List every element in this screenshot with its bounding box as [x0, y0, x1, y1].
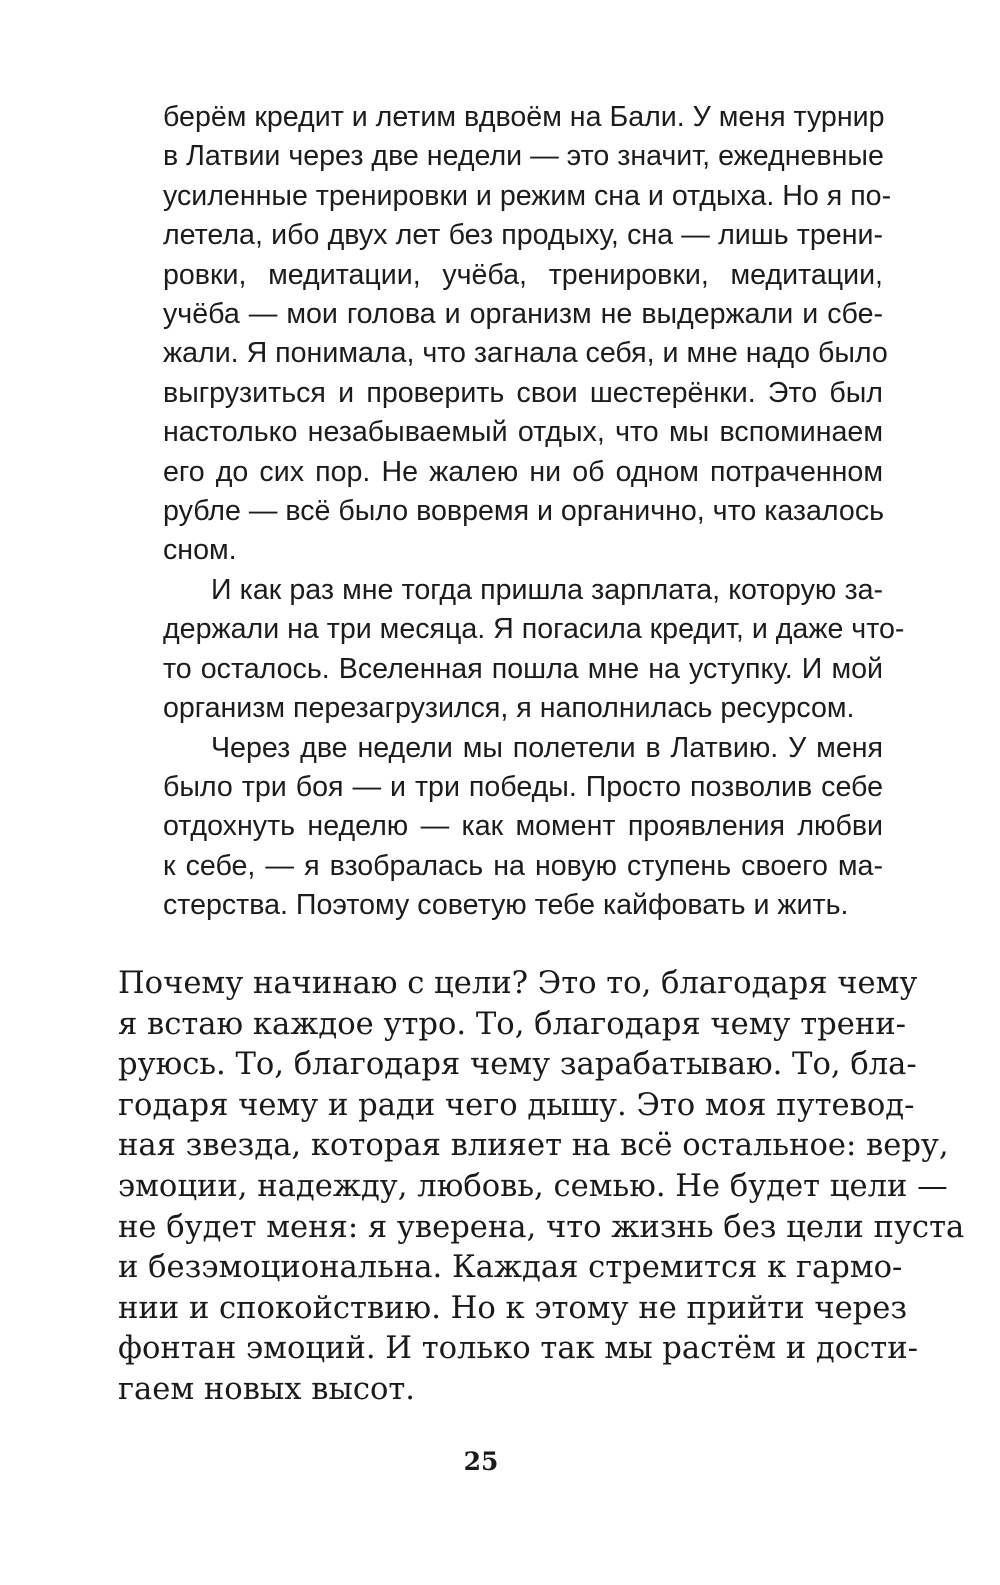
quote-line: учёба — мои голова и организм не выдержали и сбе-	[163, 298, 883, 331]
quote-line: летела, ибо двух лет без продыху, сна — лишь трени-	[163, 219, 883, 252]
quote-paragraph-start: Через две недели мы полетели в Латвию. У меня	[211, 731, 883, 764]
quote-line: в Латвии через две недели — это значит, ежедневные	[163, 140, 884, 173]
main-line: нии и спокойствию. Но к этому не прийти через	[118, 1290, 908, 1326]
quote-paragraph-start: И как раз мне тогда пришла зарплата, которую за-	[211, 573, 883, 606]
quote-line: отдохнуть неделю — как момент проявления любви	[163, 810, 883, 843]
main-line: и безэмоциональна. Каждая стремится к гармо-	[118, 1250, 903, 1286]
quote-line: усиленные тренировки и режим сна и отдыха. Но я по-	[163, 179, 892, 212]
quote-line: рубле — всё было вовремя и органично, что казалось	[163, 495, 885, 528]
quote-block	[163, 98, 905, 926]
quote-line: жали. Я понимала, что загнала себя, и мне надо было	[163, 337, 888, 370]
quote-line: стерства. Поэтому советую тебе кайфовать и жить.	[163, 889, 849, 922]
quote-line: было три боя — и три победы. Просто позволив себе	[163, 770, 883, 803]
quote-line: его до сих пор. Не жалею ни об одном потраченном	[163, 455, 883, 488]
page-number: 25	[463, 1447, 499, 1476]
quote-line: организм перезагрузился, я наполнилась ресурсом.	[163, 692, 855, 725]
quote-line: держали на три месяца. Я погасила кредит, и даже что-	[163, 613, 905, 646]
main-line: руюсь. То, благодаря чему зарабатываю. То, бла-	[118, 1047, 917, 1083]
quote-line: сном.	[163, 534, 237, 567]
main-line: эмоции, надежду, любовь, семью. Не будет цели —	[118, 1168, 948, 1204]
main-paragraph	[118, 964, 965, 1411]
main-line: фонтан эмоций. И только так мы растём и дости-	[118, 1331, 918, 1367]
quote-line: ровки, медитации, учёба, тренировки, медитации,	[163, 258, 883, 291]
main-line: годаря чему и ради чего дышу. Это моя путевод-	[118, 1087, 915, 1123]
main-line: гаем новых высот.	[118, 1371, 416, 1407]
quote-line: то осталось. Вселенная пошла мне на уступку. И мой	[163, 652, 883, 685]
main-line: ная звезда, которая влияет на всё остальное: веру,	[118, 1128, 949, 1164]
quote-line: берём кредит и летим вдвоём на Бали. У меня турнир	[163, 101, 885, 133]
quote-line: настолько незабываемый отдых, что мы вспоминаем	[163, 416, 883, 449]
main-line: Почему начинаю с цели? Это то, благодаря чему	[118, 966, 918, 1001]
main-line: не будет меня: я уверена, что жизнь без цели пуста	[118, 1209, 965, 1245]
quote-line: к себе, — я взобралась на новую ступень своего ма-	[163, 849, 883, 882]
main-line: я встаю каждое утро. То, благодаря чему трени-	[118, 1006, 906, 1042]
quote-line: выгрузиться и проверить свои шестерёнки. Это был	[163, 376, 883, 409]
